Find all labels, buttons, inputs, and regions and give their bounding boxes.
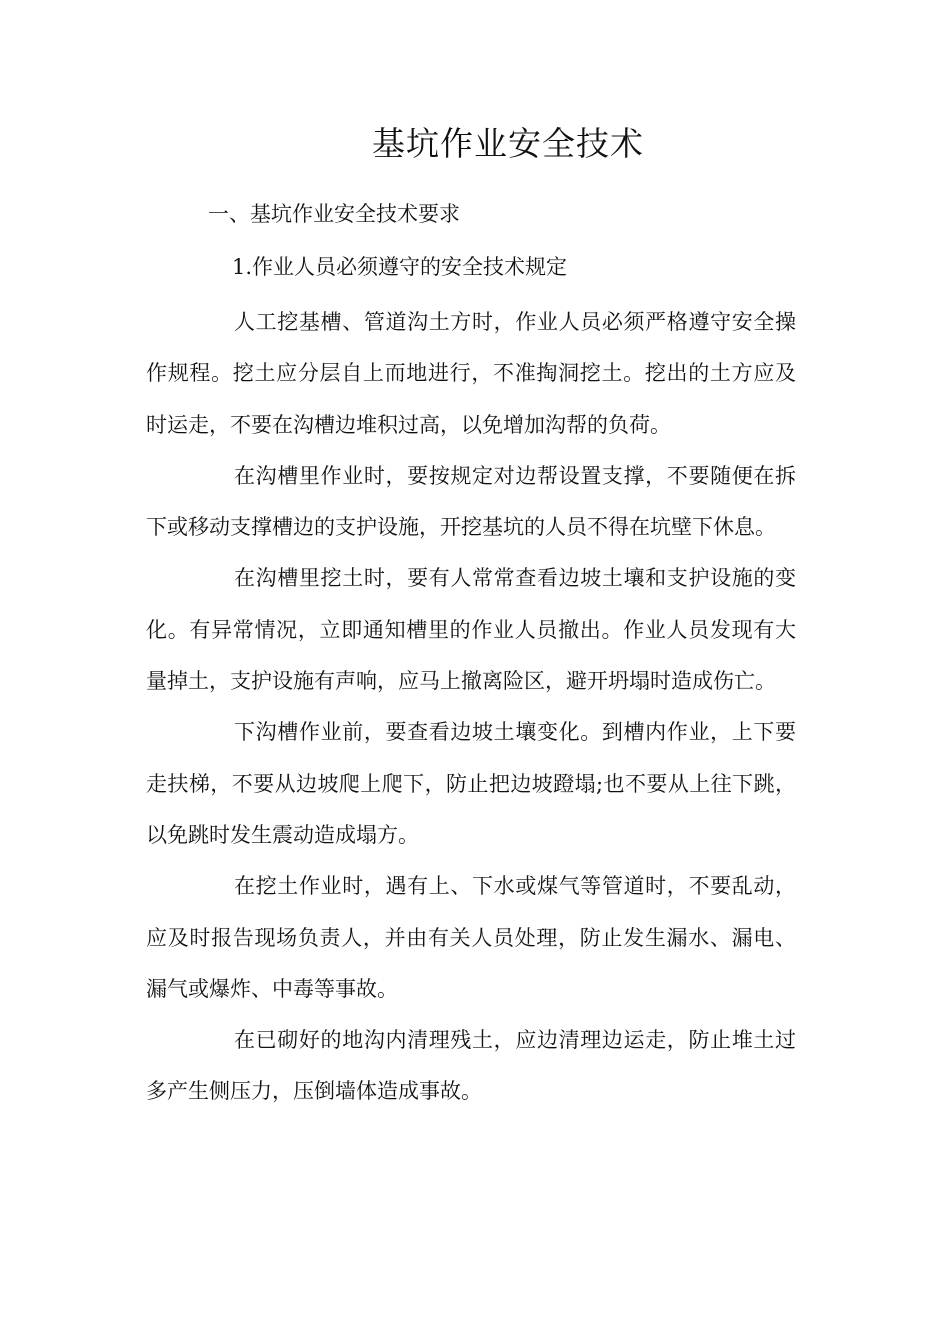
paragraph: 在挖土作业时，遇有上、下水或煤气等管道时，不要乱动，应及时报告现场负责人，并由有关人员处理，防止发生漏水、漏电、漏气或爆炸、中毒等事故。 [146, 874, 796, 1001]
subsection-heading: 1.作业人员必须遵守的安全技术规定 [232, 255, 568, 279]
section-heading: 一、基坑作业安全技术要求 [208, 202, 460, 226]
paragraph: 人工挖基槽、管道沟土方时，作业人员必须严格遵守安全操作规程。挖土应分层自上而地进行，不准掏洞挖土。挖出的土方应及时运走，不要在沟槽边堆积过高，以免增加沟帮的负荷。 [146, 310, 796, 437]
paragraph: 在沟槽里挖土时，要有人常常查看边坡土壤和支护设施的变化。有异常情况，立即通知槽里的作业人员撤出。作业人员发现有大量掉土，支护设施有声响，应马上撤离险区，避开坍塌时造成伤亡。 [146, 566, 796, 694]
document-title: 基坑作业安全技术 [372, 124, 644, 163]
paragraph: 下沟槽作业前，要查看边坡土壤变化。到槽内作业，上下要走扶梯，不要从边坡爬上爬下，防止把边坡蹬塌;也不要从上往下跳，以免跳时发生震动造成塌方。 [146, 720, 796, 847]
body-text [146, 297, 796, 1118]
paragraph: 在沟槽里作业时，要按规定对边帮设置支撑，不要随便在拆下或移动支撑槽边的支护设施，开挖基坑的人员不得在坑壁下休息。 [146, 463, 796, 540]
paragraph: 在已砌好的地沟内清理残土，应边清理边运走，防止堆土过多产生侧压力，压倒墙体造成事故。 [146, 1028, 796, 1104]
